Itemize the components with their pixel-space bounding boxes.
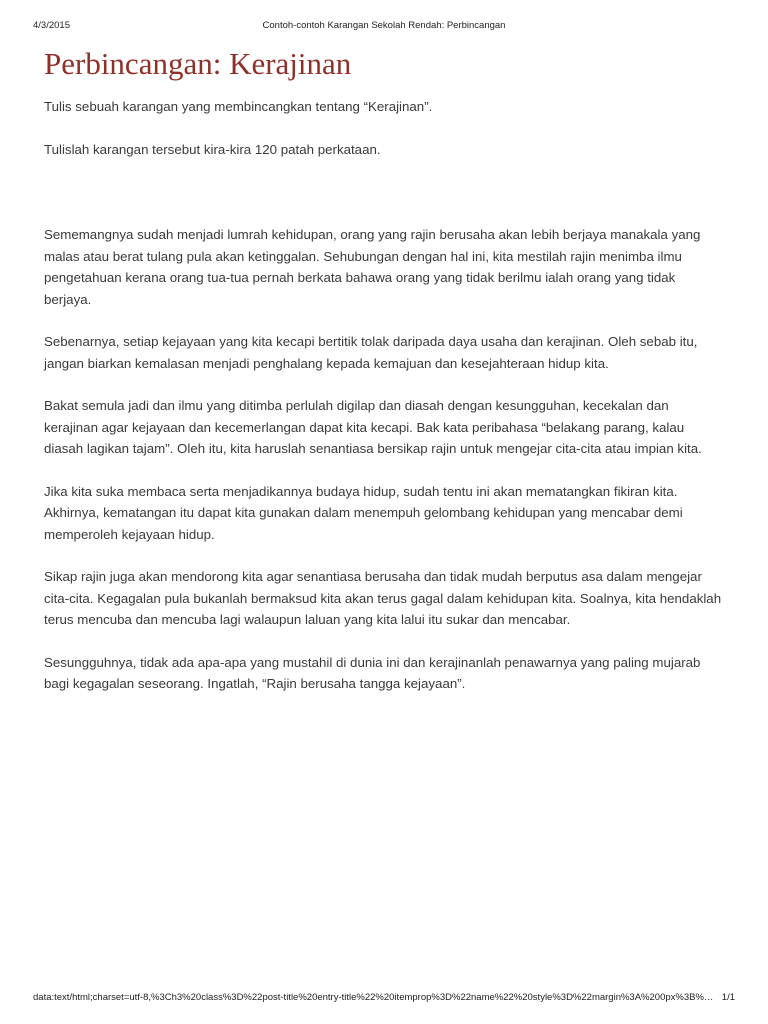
footer-url: data:text/html;charset=utf-8,%3Ch3%20class%3D%22post-title%20entry-title%22%20itemprop%3D%22name%22%20style%3D%22margin%3A%200px%3B%… — [33, 992, 713, 1003]
instruction-1: Tulis sebuah karangan yang membincangkan tentang “Kerajinan”. — [44, 99, 433, 114]
print-footer — [0, 992, 768, 1012]
print-header — [0, 0, 768, 36]
paragraph-2: Sebenarnya, setiap kejayaan yang kita kecapi bertitik tolak daripada daya usaha dan kerajinan. Oleh sebab itu, jangan biarkan kemalasan menjadi penghalang kepada kemajuan dan kesejahteraan hidup kita. — [44, 334, 698, 371]
paragraph-4: Jika kita suka membaca serta menjadikannya budaya hidup, sudah tentu ini akan mematangkan fikiran kita. Akhirnya, kematangan itu dapat kita gunakan dalam menempuh gelombang kehidupan yang mencabar demi memperoleh kejayaan hidup. — [44, 483, 683, 542]
paragraph-6: Sesungguhnya, tidak ada apa-apa yang mustahil di dunia ini dan kerajinanlah penawarnya yang paling mujarab bagi kegagalan seseorang. Ingatlah, “Rajin berusaha tangga kejayaan”. — [44, 654, 701, 691]
paragraph-5: Sikap rajin juga akan mendorong kita agar senantiasa berusaha dan tidak mudah berputus asa dalam mengejar cita-cita. Kegagalan pula bukanlah bermaksud kita akan terus gagal dalam kehidupan kita. Soalnya, kita hendaklah terus mencuba dan mencuba lagi walaupun laluan yang kita lalui itu sukar dan mencabar. — [44, 569, 722, 627]
print-page-title: Contoh-contoh Karangan Sekolah Rendah: Perbincangan — [262, 20, 506, 31]
post-body — [44, 96, 724, 695]
instruction-2: Tulislah karangan tersebut kira-kira 120 patah perkataan. — [44, 141, 381, 157]
paragraph-3: Bakat semula jadi dan ilmu yang ditimba perlulah digilap dan diasah dengan kesungguhan, kecekalan dan kerajinan agar kejayaan dan kecemerlangan dapat kita kecapi. Bak kata peribahasa “belakang parang, kalau diasah lagikan tajam”. Oleh itu, kita haruslah senantiasa bersikap rajin untuk mengejar cita-cita atau impian kita. — [44, 398, 702, 456]
paragraph-1: Sememangnya sudah menjadi lumrah kehidupan, orang yang rajin berusaha akan lebih berjaya manakala yang malas atau berat tulang pula akan ketinggalan. Sehubungan dengan hal ini, kita mestilah rajin menimba ilmu pengetahuan kerana orang tua-tua pernah berkata bahawa orang yang tidak berilmu ialah orang yang tidak berjaya. — [44, 227, 701, 307]
post-title: Perbincangan: Kerajinan — [44, 46, 352, 81]
page-number: 1/1 — [721, 992, 735, 1003]
print-date: 4/3/2015 — [33, 20, 70, 31]
